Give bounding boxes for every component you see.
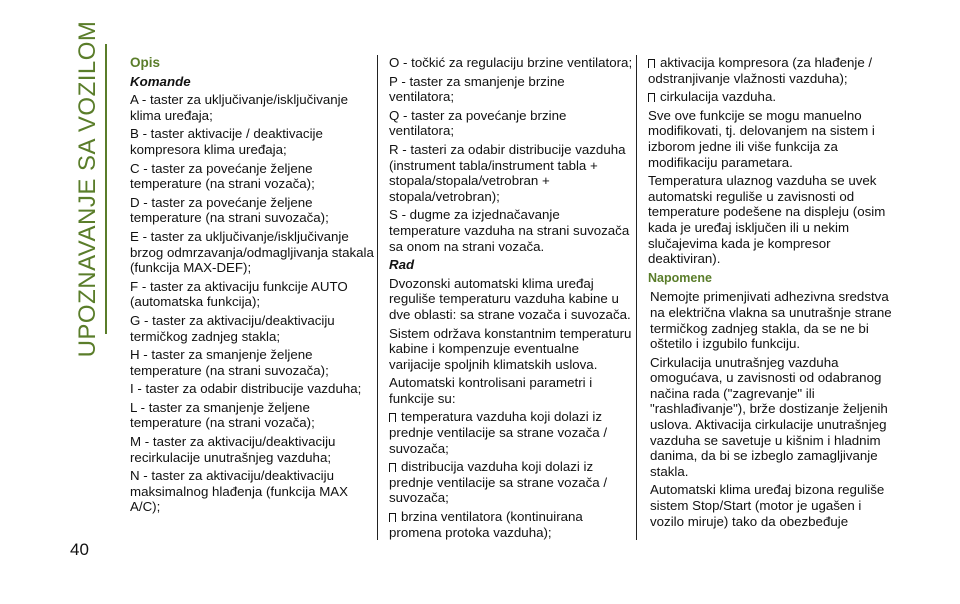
note-paragraph: Cirkulacija unutrašnjeg vazduha omogućava, u zavisnosti od odabranog načina rada ("zagrevanje" ili "rashlađivanje"), brže dostizanje željenih uslova. Aktivacija cirkulacije unutrašnjeg vazduha se savetuje u kišnim i hladnim danima, da bi se izbeglo zamagljivanje stakla. — [650, 354, 888, 479]
control-item: R - tasteri za odabir distribucije vazduha (instrument tabla/instrument tabla + stopala/stopala/vetrobran + stopala/vetrobran); — [389, 141, 626, 204]
bullet-text: cirkulacija vazduha. — [660, 89, 777, 105]
note-paragraph: Nemojte primenjivati adhezivna sredstva na električna vlakna sa unutrašnje strane termičkog zadnjeg stakla, da se ne bi oštetilo i izgubilo funkciju. — [650, 289, 892, 352]
bullet-text: temperatura vazduha koji dolazi iz prednje ventilacije sa strane vozača / suvozača; — [389, 409, 608, 456]
control-item: A - taster za uključivanje/isključivanje klima uređaja; — [130, 92, 349, 123]
bullet-icon — [389, 413, 396, 422]
bullet-item — [648, 89, 892, 105]
paragraph: Sve ove funkcije se mogu manuelno modifikovati, tj. delovanjem na sistem i izborom jedne ili više funkcija za modifikaciju parametara. — [648, 107, 875, 170]
bullet-icon — [389, 463, 396, 472]
control-item: Q - taster za povećanje brzine ventilatora; — [389, 107, 567, 139]
paragraph: Automatski kontrolisani parametri i funkcije su: — [389, 375, 593, 406]
bullet-text: aktivacija kompresora (za hlađenje / odstranjivanje vlažnosti vazduha); — [648, 55, 873, 86]
bullet-text: brzina ventilatora (kontinuirana promena protoka vazduha); — [389, 509, 583, 540]
bullet-icon — [648, 59, 655, 68]
control-item: M - taster za aktivaciju/deaktivaciju recirkulacije unutrašnjeg vazduha; — [130, 434, 336, 465]
control-item: O - točkić za regulaciju brzine ventilatora; — [389, 55, 633, 70]
bullet-icon — [648, 93, 655, 102]
control-item: P - taster za smanjenje brzine ventilatora; — [389, 73, 565, 105]
page-number: 40 — [70, 540, 89, 559]
control-item: E - taster za uključivanje/isključivanje brzog odmrzavanja/odmagljivanja stakala (funkcija MAX-DEF); — [130, 228, 374, 276]
paragraph: Temperatura ulaznog vazduha se uvek automatski reguliše u zavisnosti od temperature podešene na displeju (osim kada je uređaj isključen ili u nekim slučajevima kada je kompresor deaktiviran). — [648, 173, 886, 267]
chapter-divider — [105, 44, 107, 334]
bullet-item — [648, 55, 892, 86]
column-3 — [648, 55, 892, 532]
paragraph: Sistem održava konstantnim temperaturu kabine i kompenzuje eventualne varijacije spoljnih klimatskih uslova. — [389, 325, 632, 372]
bullet-text: distribucija vazduha koji dolazi iz prednje ventilacije sa strane vozača / suvozača; — [389, 459, 608, 506]
subsection-heading: Komande — [130, 73, 191, 89]
column-divider — [636, 55, 637, 540]
control-item: N - taster za aktivaciju/deaktivaciju maksimalnog hlađenja (funkcija MAX A/C); — [130, 468, 349, 515]
control-item: F - taster za aktivaciju funkcije AUTO (automatska funkcija); — [130, 278, 348, 310]
control-item: I - taster za odabir distribucije vazduha; — [130, 381, 362, 397]
paragraph: Dvozonski automatski klima uređaj reguliše temperaturu vazduha kabine u dve oblasti: sa strane vozača i suvozača. — [389, 275, 631, 322]
chapter-title — [73, 20, 103, 358]
bullet-item — [389, 459, 633, 506]
column-divider — [377, 55, 378, 540]
bullet-item — [389, 409, 633, 456]
bullet-icon — [389, 513, 396, 522]
column-1 — [130, 55, 374, 518]
control-item: G - taster za aktivaciju/deaktivaciju termičkog zadnjeg stakla; — [130, 312, 335, 344]
control-item: H - taster za smanjenje željene temperature (na strani suvozača); — [130, 347, 329, 378]
bullet-item — [389, 509, 633, 540]
section-heading: Opis — [130, 55, 161, 70]
control-item: S - dugme za izjednačavanje temperature vazduha na strani suvozača sa onom na strani vozača. — [389, 207, 630, 254]
chapter-title-text: UPOZNAVANJE SA VOZILOM — [74, 20, 101, 358]
subsection-heading: Rad — [389, 257, 415, 273]
control-item: L - taster za smanjenje željene temperature (na strani vozača); — [130, 399, 315, 431]
control-item: C - taster za povećanje željene temperature (na strani vozača); — [130, 160, 315, 192]
column-2 — [389, 55, 633, 543]
note-paragraph: Automatski klima uređaj bizona reguliše sistem Stop/Start (motor je ugašen i vozilo miruje) tako da obezbeđuje — [650, 482, 885, 529]
control-item: D - taster za povećanje željene temperature (na strani suvozača); — [130, 194, 329, 226]
control-item: B - taster aktivacije / deaktivacije kompresora klima uređaja; — [130, 126, 323, 157]
notes-heading: Napomene — [648, 270, 712, 285]
